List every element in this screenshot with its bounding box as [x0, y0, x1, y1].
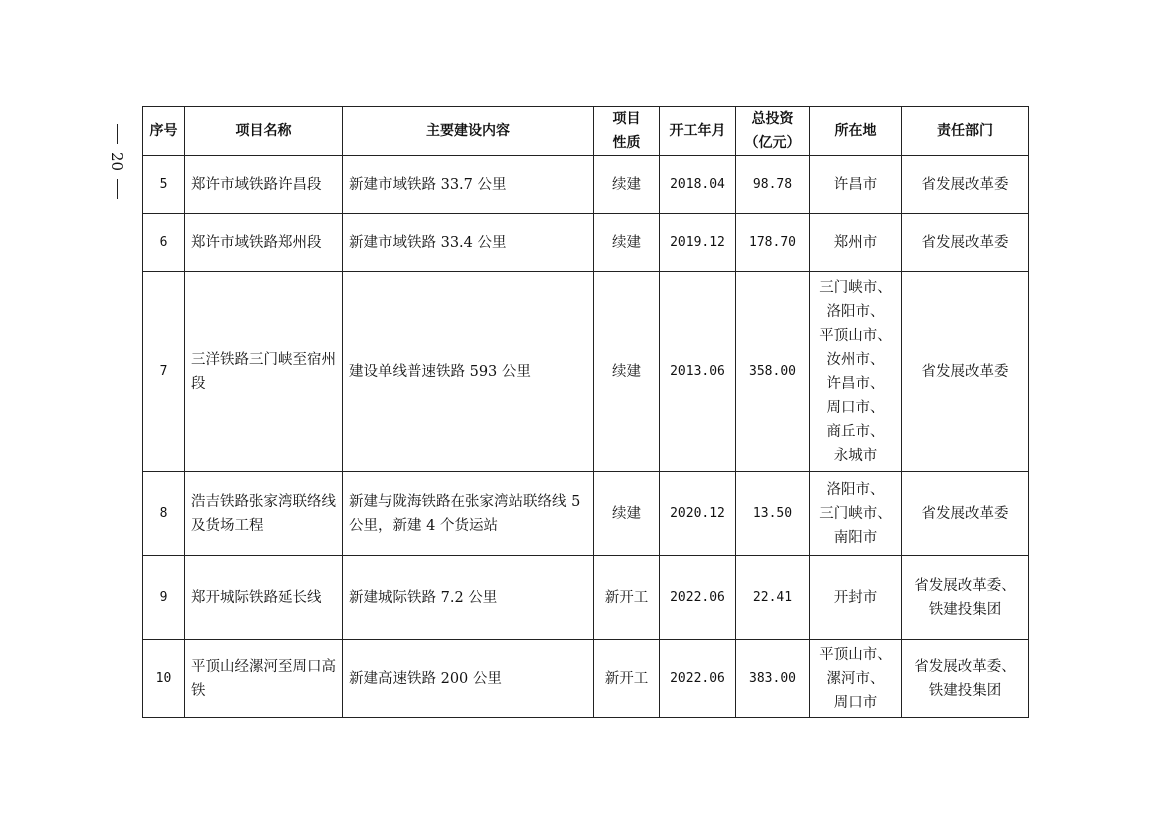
dept-line: 省发展改革委	[921, 176, 1009, 193]
cell-invest: 178.70	[736, 214, 810, 272]
cell-start: 2018.04	[660, 156, 736, 214]
dept-line: 铁建投集团	[928, 682, 1002, 699]
cell-seq: 5	[143, 156, 185, 214]
cell-nature: 新开工	[594, 556, 660, 640]
cell-name: 浩吉铁路张家湾联络线及货场工程	[185, 472, 343, 556]
cell-seq: 10	[143, 640, 185, 718]
cell-content: 建设单线普速铁路 593 公里	[343, 272, 594, 472]
cell-content: 新建市域铁路 33.4 公里	[343, 214, 594, 272]
table-row	[143, 156, 1029, 214]
dept-line: 省发展改革委	[921, 505, 1009, 522]
cell-invest: 98.78	[736, 156, 810, 214]
cell-content: 新建市域铁路 33.7 公里	[343, 156, 594, 214]
cell-name: 三洋铁路三门峡至宿州段	[185, 272, 343, 472]
page-number-dash-bottom	[117, 179, 118, 199]
location-line: 洛阳市、	[826, 481, 885, 498]
page-number-text: 20	[108, 152, 126, 172]
header-invest	[736, 107, 810, 156]
location-line: 郑州市	[833, 234, 878, 251]
project-table	[142, 106, 1029, 718]
dept-line: 省发展改革委	[921, 234, 1009, 251]
dept-line: 省发展改革委、	[914, 577, 1016, 594]
location-line: 商丘市、	[826, 423, 885, 440]
cell-location	[810, 272, 902, 472]
table-header-row	[143, 107, 1029, 156]
cell-dept	[902, 472, 1029, 556]
cell-start: 2019.12	[660, 214, 736, 272]
location-line: 三门峡市、	[819, 505, 892, 522]
cell-name: 郑开城际铁路延长线	[185, 556, 343, 640]
table-row	[143, 214, 1029, 272]
cell-nature: 续建	[594, 272, 660, 472]
dept-line: 省发展改革委、	[914, 658, 1016, 675]
page-number	[100, 122, 134, 212]
location-line: 洛阳市、	[826, 303, 885, 320]
table-row	[143, 556, 1029, 640]
page-number-dash-top	[117, 124, 118, 144]
location-line: 开封市	[833, 589, 878, 606]
location-line: 周口市	[833, 694, 878, 711]
location-line: 许昌市、	[826, 375, 885, 392]
cell-dept	[902, 214, 1029, 272]
location-line: 平顶山市、	[819, 646, 892, 663]
location-line: 汝州市、	[826, 351, 885, 368]
location-line: 平顶山市、	[819, 327, 892, 344]
cell-name: 平顶山经漯河至周口高铁	[185, 640, 343, 718]
header-invest-line2: （亿元）	[744, 135, 801, 151]
cell-location	[810, 556, 902, 640]
cell-start: 2022.06	[660, 640, 736, 718]
cell-nature: 续建	[594, 214, 660, 272]
header-nature	[594, 107, 660, 156]
location-line: 漯河市、	[826, 670, 885, 687]
cell-seq: 8	[143, 472, 185, 556]
cell-invest: 358.00	[736, 272, 810, 472]
location-line: 周口市、	[826, 399, 885, 416]
table-row	[143, 472, 1029, 556]
cell-nature: 续建	[594, 156, 660, 214]
header-start: 开工年月	[660, 107, 736, 156]
cell-location	[810, 640, 902, 718]
cell-dept	[902, 272, 1029, 472]
cell-seq: 9	[143, 556, 185, 640]
cell-seq: 6	[143, 214, 185, 272]
cell-location	[810, 472, 902, 556]
location-line: 三门峡市、	[819, 279, 892, 296]
cell-dept	[902, 556, 1029, 640]
cell-invest: 22.41	[736, 556, 810, 640]
dept-line: 铁建投集团	[928, 601, 1002, 618]
location-line: 许昌市	[833, 176, 878, 193]
table-row	[143, 640, 1029, 718]
header-content: 主要建设内容	[343, 107, 594, 156]
header-seq: 序号	[143, 107, 185, 156]
cell-invest: 13.50	[736, 472, 810, 556]
cell-content: 新建城际铁路 7.2 公里	[343, 556, 594, 640]
cell-name: 郑许市域铁路许昌段	[185, 156, 343, 214]
cell-dept	[902, 156, 1029, 214]
table-row	[143, 272, 1029, 472]
location-line: 南阳市	[833, 529, 878, 546]
location-line: 永城市	[833, 447, 878, 464]
header-invest-line1: 总投资	[751, 111, 794, 127]
cell-location	[810, 156, 902, 214]
cell-content: 新建高速铁路 200 公里	[343, 640, 594, 718]
cell-start: 2022.06	[660, 556, 736, 640]
dept-line: 省发展改革委	[921, 363, 1009, 380]
cell-content: 新建与陇海铁路在张家湾站联络线 5 公里，新建 4 个货运站	[343, 472, 594, 556]
cell-seq: 7	[143, 272, 185, 472]
cell-nature: 续建	[594, 472, 660, 556]
cell-location	[810, 214, 902, 272]
cell-dept	[902, 640, 1029, 718]
cell-name: 郑许市域铁路郑州段	[185, 214, 343, 272]
cell-nature: 新开工	[594, 640, 660, 718]
header-dept: 责任部门	[902, 107, 1029, 156]
cell-start: 2020.12	[660, 472, 736, 556]
header-name: 项目名称	[185, 107, 343, 156]
header-location: 所在地	[810, 107, 902, 156]
cell-start: 2013.06	[660, 272, 736, 472]
header-nature-line1: 项目	[612, 111, 641, 127]
header-nature-line2: 性质	[612, 135, 641, 151]
cell-invest: 383.00	[736, 640, 810, 718]
